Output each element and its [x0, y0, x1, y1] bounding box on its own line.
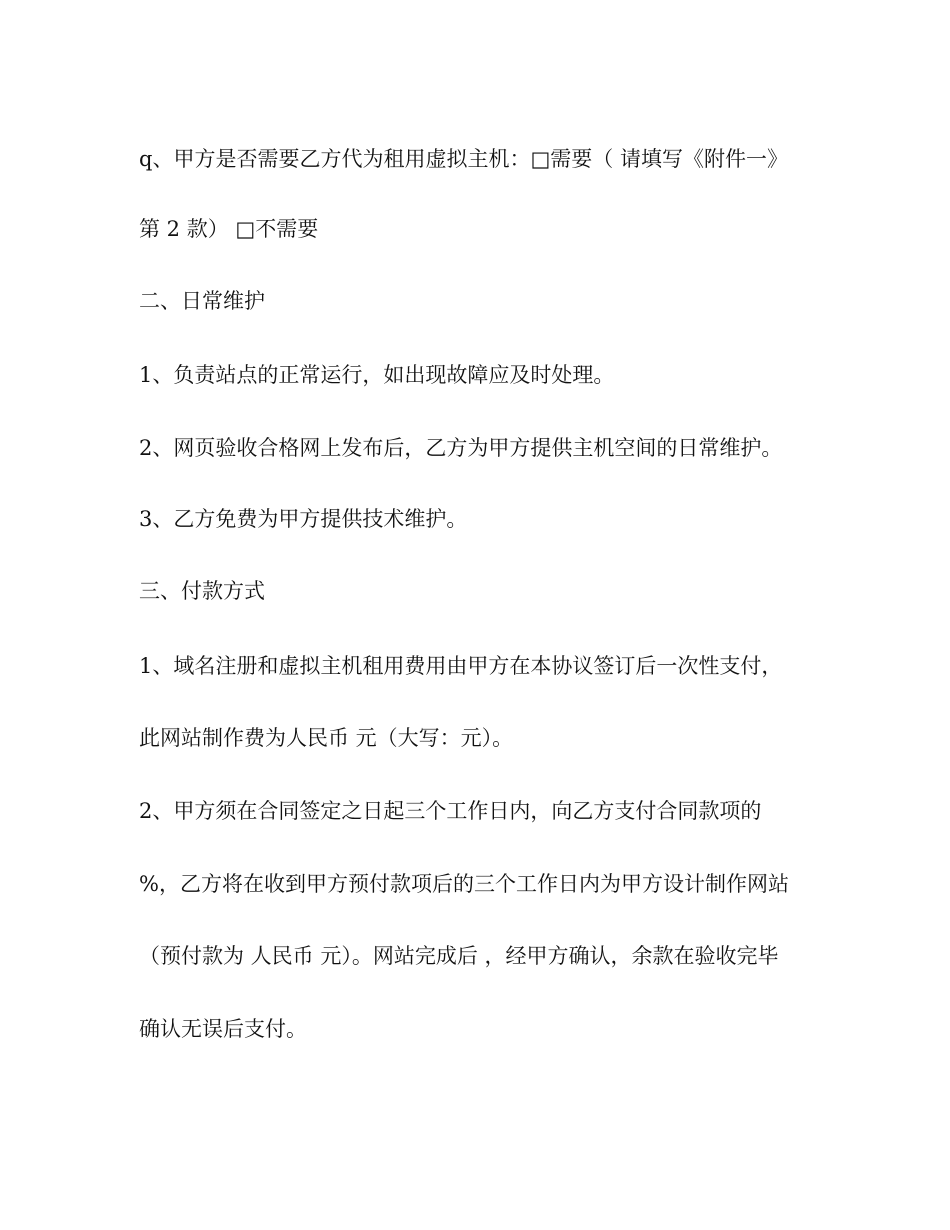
maintenance-item-3: 3、乙方免费为甲方提供技术维护。: [139, 507, 468, 531]
payment-item-2-line-3: （预付款为 人民币 元）。网站完成后 ，经甲方确认，余款在验收完毕: [139, 944, 779, 968]
payment-item-1-continuation: 此网站制作费为人民币 元（大写：元）。: [139, 726, 514, 750]
maintenance-item-2: 2、网页验收合格网上发布后，乙方为甲方提供主机空间的日常维护。: [139, 436, 783, 460]
payment-item-1: 1、域名注册和虚拟主机租用费用由甲方在本协议签订后一次性支付，: [139, 654, 783, 678]
section-heading-maintenance: 二、日常维护: [139, 289, 265, 313]
payment-item-2-line-2: %，乙方将在收到甲方预付款项后的三个工作日内为甲方设计制作网站: [139, 872, 789, 896]
section-heading-payment: 三、付款方式: [139, 579, 265, 603]
payment-item-2-line-4: 确认无误后支付。: [139, 1017, 307, 1041]
hosting-question-line: q、甲方是否需要乙方代为租用虚拟主机：□需要（ 请填写《附件一》: [139, 147, 788, 171]
hosting-question-continuation: 第 2 款） □不需要: [139, 217, 319, 241]
maintenance-item-1: 1、负责站点的正常运行，如出现故障应及时处理。: [139, 363, 615, 387]
payment-item-2: 2、甲方须在合同签定之日起三个工作日内，向乙方支付合同款项的: [139, 799, 762, 823]
